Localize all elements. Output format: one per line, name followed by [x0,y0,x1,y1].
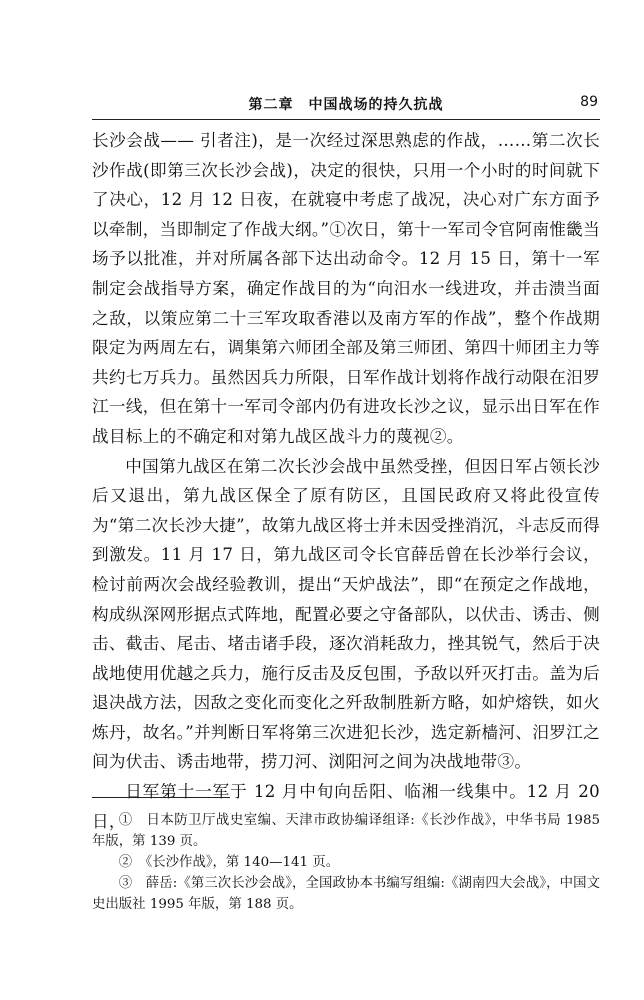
footnote-2: ② 《长沙作战》，第 140—141 页。 [118,855,340,870]
footnote-rule [92,797,230,798]
paragraph-2: 中国第九战区在第二次长沙会战中虽然受挫，但因日军占领长沙后又退出，第九战区保全了原有防区，且国民政府又将此役宣传为“第二次长沙大捷”，故第九战区将士并未因受挫消沉，斗志反而得到激发。11 月 17 日，第九战区司令长官薛岳曾在长沙举行会议，检讨前两次会战经验教训，提出“天炉战法”，即“在预定之作战地，构成纵深网形据点式阵地，配置必要之守备部队，以伏击、诱击、侧击、截击、尾击、堵击诸手段，逐次消耗敌力，挫其锐气，然后于决战地使用优越之兵力，施行反击及反包围，予敌以歼灭打击。盖为后退决战方法，因敌之变化而变化之歼敌制胜新方略，如炉熔铁，如火炼丹，故名。”并判断日军将第三次进犯长沙，选定新樯河、汨罗江之间为伏击、诱击地带，捞刀河、浏阳河之间为决战地带③。 [92,456,600,772]
footnote-1: ① 日本防卫厅战史室编、天津市政协编译组译:《长沙作战》，中华书局 1985 年版，第 139 页。 [92,813,600,849]
page-number: 89 [580,94,598,110]
chapter-title: 第二章 中国战场的持久抗战 [248,97,444,113]
footnotes [92,810,600,915]
body-text [92,126,600,836]
paragraph-1: 长沙会战—— 引者注)，是一次经过深思熟虑的作战，……第二次长沙作战(即第三次长沙会战)，决定的很快，只用一个小时的时间就下了决心，12 月 12 日夜，在就寝中考虑了战况，决心对广东方面予以牵制，当即制定了作战大纲。”①次日，第十一军司令官阿南惟畿当场予以批准，并对所属各部下达出动命令。12 月 15 日，第十一军制定会战指导方案，确定作战目的为“向汨水一线进攻，并击溃当面之敌，以策应第二十三军攻取香港以及南方军的作战”，整个作战期限定为两周左右，调集第六师团全部及第三师团、第四十师团主力等共约七万兵力。虽然因兵力所限，日军作战计划将作战行动限在汨罗江一线，但在第十一军司令部内仍有进攻长沙之议，显示出日军在作战目标上的不确定和对第九战区战斗力的蔑视②。 [92,131,600,446]
footnote-3: ③ 薛岳:《第三次长沙会战》，全国政协本书编写组编:《湖南四大会战》，中国文史出版社 1995 年版，第 188 页。 [92,876,600,912]
header-rule [92,119,600,120]
running-header [92,94,600,116]
paragraph-3: 日军第十一军于 12 月中旬向岳阳、临湘一线集中。12 月 20 日， [92,782,600,831]
